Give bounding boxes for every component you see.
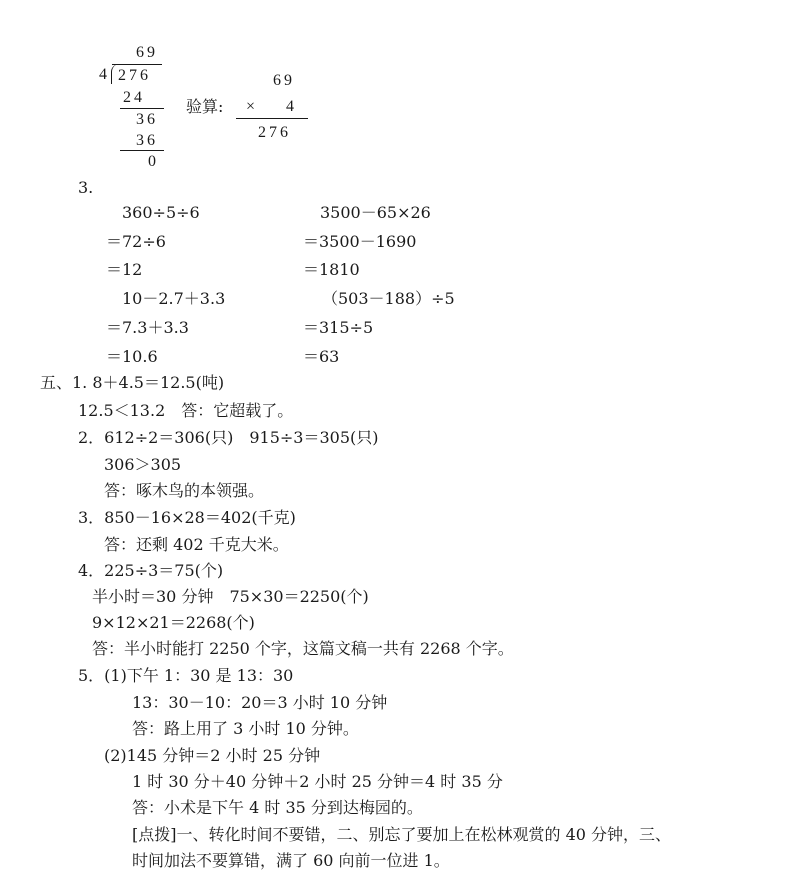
answer-line: 3．850－16×28＝402(千克) <box>78 508 296 527</box>
section-3-number: 3. <box>78 178 94 197</box>
section-3-left-line: ＝7.3＋3.3 <box>106 318 189 337</box>
section-3-left-line: ＝10.6 <box>106 347 158 366</box>
division-step3: 36 <box>136 132 158 149</box>
answer-line: 答：小术是下午 4 时 35 分到达梅园的。 <box>132 798 423 817</box>
section-3-right-line: ＝3500－1690 <box>303 232 417 251</box>
section-3-left-line: 10－2.7＋3.3 <box>122 289 226 308</box>
division-top-bar <box>112 64 162 65</box>
check-multiplier: 4 <box>286 98 297 115</box>
answer-line: 4．225÷3＝75(个) <box>78 561 224 580</box>
answer-line: 1 时 30 分＋40 分钟＋2 小时 25 分钟＝4 时 35 分 <box>132 772 503 791</box>
section-3-left-line: ＝72÷6 <box>106 232 166 251</box>
division-remainder: 0 <box>148 153 159 170</box>
section-3-left-line: ＝12 <box>106 260 143 279</box>
answer-line: 半小时＝30 分钟 75×30＝2250(个) <box>92 587 369 606</box>
section-3-right-line: ＝1810 <box>303 260 360 279</box>
division-dividend: 276 <box>118 67 151 84</box>
answer-line: 答：半小时能打 2250 个字，这篇文稿一共有 2268 个字。 <box>92 639 514 658</box>
division-quotient: 69 <box>136 44 158 61</box>
answer-line: 12.5＜13.2 答：它超载了。 <box>78 401 294 420</box>
section-3-right-line: 3500－65×26 <box>320 203 431 222</box>
answer-line: 时间加法不要算错，满了 60 向前一位进 1。 <box>132 851 450 870</box>
answer-line: 2．612÷2＝306(只) 915÷3＝305(只) <box>78 428 379 447</box>
section-3-left-line: 360÷5÷6 <box>122 203 200 222</box>
division-step2: 36 <box>136 111 158 128</box>
division-line-2 <box>120 150 164 151</box>
answer-line: 306＞305 <box>104 455 182 474</box>
answer-line: (2)145 分钟＝2 小时 25 分钟 <box>104 746 321 765</box>
answer-line: 答：啄木鸟的本领强。 <box>104 481 265 500</box>
answer-line: 9×12×21＝2268(个) <box>92 613 255 632</box>
division-step1: 24 <box>123 89 145 106</box>
check-operator: × <box>246 98 259 115</box>
check-result: 276 <box>258 124 291 141</box>
division-line-1 <box>120 108 164 109</box>
division-divisor: 4 <box>99 66 110 83</box>
answer-line: 五、1. 8＋4.5＝12.5(吨) <box>40 373 225 392</box>
answer-line: [点拨]一、转化时间不要错，二、别忘了要加上在松林观赏的 40 分钟，三、 <box>132 825 672 844</box>
section-3-right-line: （503－188）÷5 <box>322 289 455 308</box>
section-3-right-line: ＝315÷5 <box>303 318 374 337</box>
check-line <box>236 118 308 119</box>
answer-line: 答：路上用了 3 小时 10 分钟。 <box>132 719 359 738</box>
answer-line: 5．(1)下午 1：30 是 13：30 <box>78 666 294 685</box>
check-top: 69 <box>273 72 295 89</box>
section-3-right-line: ＝63 <box>303 347 340 366</box>
answer-line: 答：还剩 402 千克大米。 <box>104 535 289 554</box>
answer-line: 13：30－10：20＝3 小时 10 分钟 <box>132 693 388 712</box>
check-label: 验算: <box>186 97 224 116</box>
